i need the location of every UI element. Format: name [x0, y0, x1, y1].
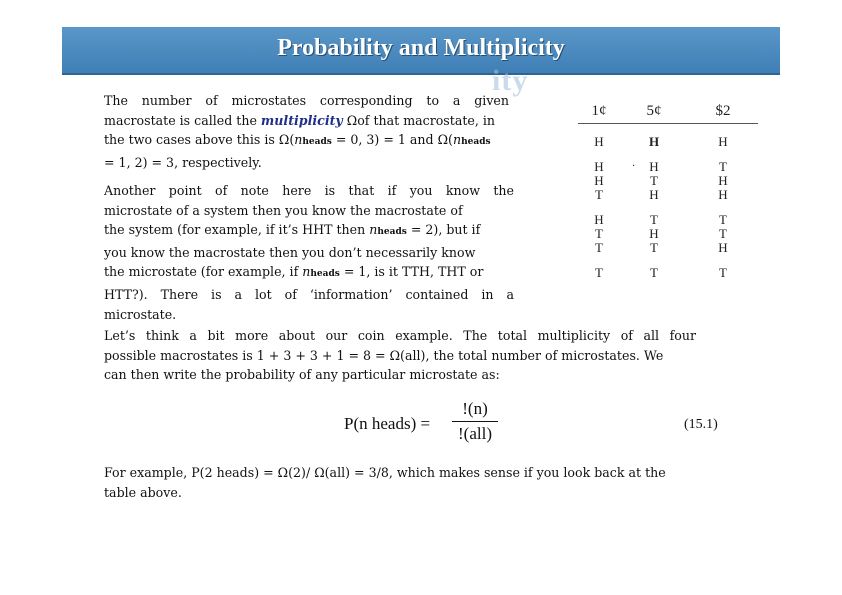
equation-numerator: !(n) [462, 399, 488, 418]
table-cell: H [718, 134, 728, 149]
p4-line-1: For example, P(2 heads) = Ω(2)/ Ω(all) = 3/8, which makes sense if you look back at the [104, 465, 666, 480]
table-cell: H [648, 134, 660, 149]
table-cell: H [649, 226, 659, 241]
n-symbol: n [294, 132, 303, 148]
n-symbol: n [302, 264, 311, 280]
p4-line-2: table above. [104, 484, 182, 500]
title-bar [62, 27, 780, 97]
p1-line-2-b: Ωof that macrostate, in [342, 112, 495, 128]
paragraph-total-multiplicity [104, 326, 696, 385]
table-cell: T [719, 226, 727, 241]
p2-line-1: Another point of note here is that if you know the [104, 183, 514, 198]
table-cell: T [595, 240, 603, 255]
slide-title: Probability and Multiplicity [277, 35, 565, 61]
table-cell: T [650, 212, 658, 227]
heads-subscript: heads [377, 227, 407, 238]
coin-microstate-table [578, 99, 758, 280]
p2-line-4: you know the macrostate then you don’t necessarily know [104, 244, 476, 260]
table-row [578, 188, 758, 202]
table-row [578, 174, 758, 188]
paragraph-example [104, 463, 704, 502]
table-row [578, 255, 758, 280]
table-cell: T [650, 265, 658, 280]
heads-subscript: heads [461, 137, 491, 148]
table-cell: H [594, 134, 604, 149]
p3-line-3: can then write the probability of any particular microstate as: [104, 367, 500, 383]
heads-subscript: heads [302, 137, 332, 148]
table-row [578, 202, 758, 227]
table-cell: H [718, 173, 728, 188]
p1-line-3-a: the two cases above this is Ω( [104, 132, 295, 148]
p1-line-3 [104, 130, 509, 153]
coin-header-3: $2 [688, 99, 758, 124]
p3-line-2: possible macrostates is 1 + 3 + 3 + 1 = 8 = Ω(all), the total number of microstates. We [104, 347, 664, 363]
equation-number: (15.1) [684, 417, 718, 432]
table-cell: H [594, 159, 604, 174]
n-symbol: n [369, 222, 378, 238]
table-cell: T [719, 212, 727, 227]
p1-line-1: The number of microstates corresponding to a given [104, 93, 509, 108]
table-cell: T [650, 240, 658, 255]
p2-line-3 [104, 220, 514, 243]
table-cell: T [719, 265, 727, 280]
table-row [578, 241, 758, 255]
p1-line-2-a: macrostate is called the [104, 112, 261, 128]
p2-line-2: microstate of a system then you know the macrostate of [104, 202, 463, 218]
title-ghost-text: ity [492, 64, 529, 97]
table-cell: H [718, 240, 728, 255]
multiplicity-term: multiplicity [260, 112, 343, 128]
table-cell: H [649, 159, 659, 174]
table-cell: H [594, 212, 604, 227]
p3-line-1: Let’s think a bit more about our coin example. The total multiplicity of all four [104, 328, 696, 343]
table-cell: T [650, 173, 658, 188]
coin-table-header [578, 99, 758, 124]
p1-line-4: = 1, 2) = 3, respectively. [104, 154, 262, 170]
table-cell: T [719, 159, 727, 174]
table-cell: T [595, 265, 603, 280]
p1-line-3-b: = 0, 3) = 1 and Ω( [331, 132, 453, 148]
table-cell: H [649, 187, 659, 202]
p2-line-5-a: the microstate (for example, if [104, 264, 303, 280]
stray-mark: . [632, 158, 636, 169]
p1-line-2 [104, 111, 509, 131]
coin-header-1: 1¢ [578, 99, 620, 124]
p2-line-5 [104, 262, 514, 285]
fraction-bar [452, 421, 498, 422]
p2-line-3-b: = 2), but if [406, 222, 481, 238]
p2-line-6: HTT?). There is a lot of ‘information’ contained in a [104, 286, 514, 302]
equation-denominator: !(all) [458, 424, 492, 443]
table-row [578, 149, 758, 174]
table-cell: H [594, 173, 604, 188]
p2-line-7: microstate. [104, 306, 177, 322]
equation-lhs: P(n heads) = [344, 414, 431, 433]
p2-line-5-b: = 1, is it TTH, THT or [339, 264, 484, 280]
table-row [578, 124, 758, 150]
table-cell: H [718, 187, 728, 202]
table-cell: T [595, 187, 603, 202]
coin-header-2: 5¢ [620, 99, 688, 124]
p2-line-3-a: the system (for example, if it’s HHT then [104, 222, 370, 238]
paragraph-microstate-macrostate [104, 181, 514, 324]
table-cell: T [595, 226, 603, 241]
paragraph-multiplicity-definition [104, 91, 509, 172]
n-symbol: n [452, 132, 462, 148]
table-row [578, 227, 758, 241]
heads-subscript: heads [310, 269, 340, 280]
equation-fraction [452, 399, 498, 444]
